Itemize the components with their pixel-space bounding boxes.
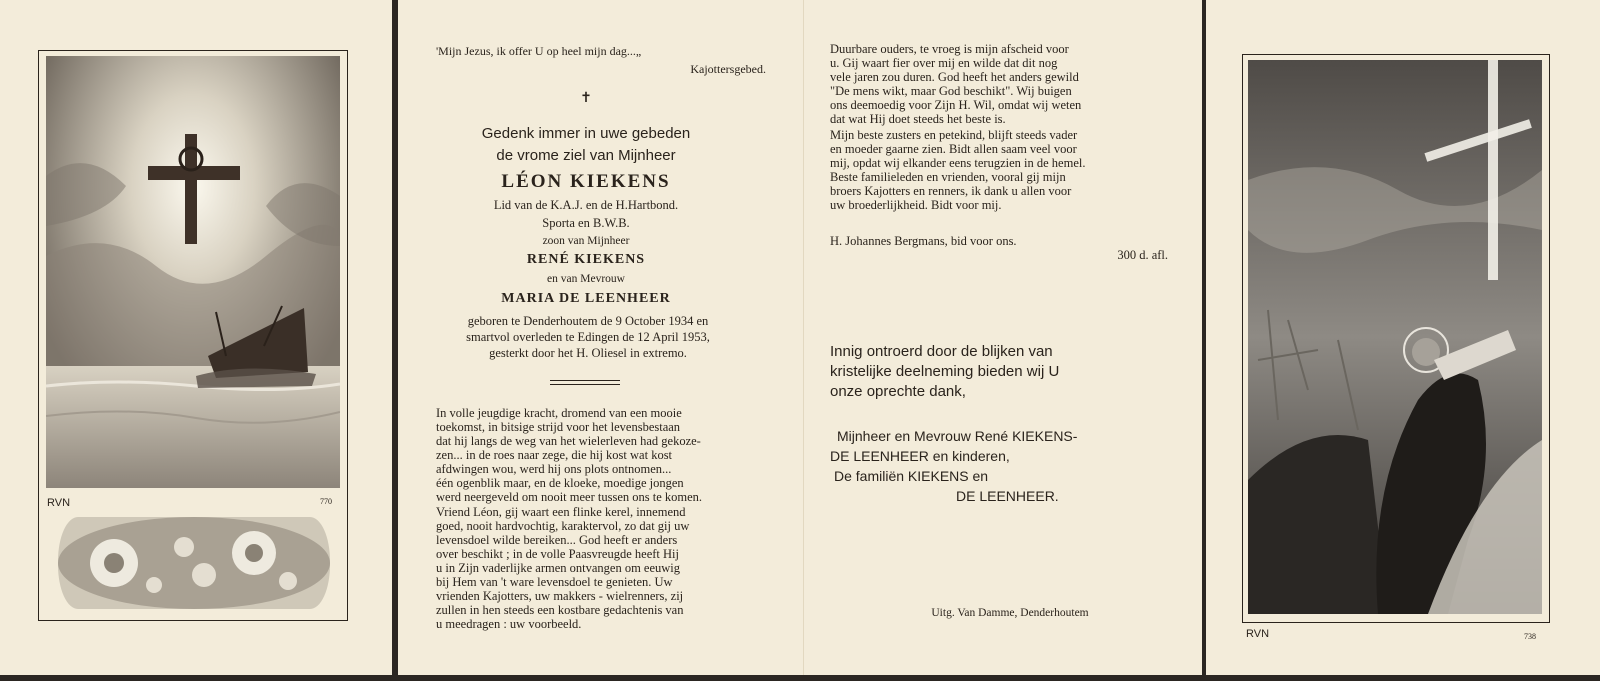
- left-card-number: 770: [320, 497, 332, 506]
- cross-over-sea-picture: [46, 56, 340, 488]
- birth-line-1: geboren te Denderhoutem de 9 October 1934 en: [467, 314, 709, 328]
- right-card-number: 738: [1524, 632, 1536, 641]
- right-artist-mark: RVN: [1246, 628, 1270, 640]
- prayer-source: Kajottersgebed.: [690, 62, 766, 76]
- flower-vignette: [58, 517, 330, 609]
- divider-bottom: [550, 384, 620, 385]
- son-of-line: zoon van Mijnheer: [542, 235, 630, 247]
- left-artist-mark: RVN: [47, 497, 71, 509]
- paragraph-family: Beste familieleden en vrienden, vooral gij mijn broers Kajotters en renners, ik dank u allen voor uw broederlijkheid. Bidt voor mij.: [830, 170, 1072, 212]
- father-name: RENÉ KIEKENS: [526, 252, 646, 267]
- publisher: Uitg. Van Damme, Denderhoutem: [931, 607, 1089, 619]
- obituary-text-right: [804, 0, 1202, 675]
- obituary-text-left: [398, 0, 804, 675]
- mother-name: MARIA DE LEENHEER: [501, 291, 671, 306]
- gethsemane-picture: [1248, 60, 1542, 614]
- membership-line-2: Sporta en B.W.B.: [542, 216, 630, 230]
- membership-line-1: Lid van de K.A.J. en de H.Hartbond.: [493, 198, 679, 212]
- thanks-message: Innig ontroerd door de blijken van kristelijke deelneming bieden wij U onze oprechte dank,: [830, 343, 1060, 400]
- prayer-line: 'Mijn Jezus, ik offer U op heel mijn dag...„: [436, 44, 642, 58]
- paragraph-friend: Vriend Léon, gij waart een flinke kerel, innemend goed, nooit hardvochtig, karaktervol, zo dat gij uw levensdoel wilde bereiken... God heeft er anders over beschikt ; in de volle Paasvreugde heeft Hij u in Zijn vaderlijke armen ontvangen om eeuwig bij Hem van 't ware levensdoel te genieten. Uw vrienden Kajotters, uw makkers - wielrenners, zij zullen in hen steeds een kostbare gedachtenis van u meedragen : uw voorbeeld.: [436, 505, 690, 631]
- left-holy-card: [0, 0, 392, 675]
- indulgence: 300 d. afl.: [1117, 248, 1168, 262]
- cross-symbol: ✝: [580, 91, 592, 106]
- intro-line-1: Gedenk immer in uwe gebeden: [481, 125, 691, 142]
- and-of-line: en van Mevrouw: [547, 273, 625, 285]
- birth-line-2: smartvol overleden te Edingen de 12 April 1953,: [466, 330, 710, 344]
- invocation: H. Johannes Bergmans, bid voor ons.: [830, 234, 1017, 248]
- birth-line-3: gesterkt door het H. Oliesel in extremo.: [489, 346, 687, 360]
- paragraph-parents: Duurbare ouders, te vroeg is mijn afscheid voor u. Gij waart fier over mij en wilde dat dit nog vele jaren zou duren. God heeft het anders gewild "De mens wikt, maar God beschikt". Wij buigen ons deemoedig voor Zijn H. Wil, omdat wij weten dat wat Hij doet steeds het beste is.: [830, 42, 1082, 126]
- divider-top: [550, 380, 620, 381]
- family-signatures: Mijnheer en Mevrouw René KIEKENS- DE LEENHEER en kinderen, De familiën KIEKENS en DE LEENHEER.: [830, 428, 1078, 504]
- deceased-name: LÉON KIEKENS: [501, 171, 671, 192]
- intro-line-2: de vrome ziel van Mijnheer: [496, 147, 676, 164]
- paragraph-youth: In volle jeugdige kracht, dromend van een mooie toekomst, in bitsige strijd voor het levensbestaan dat hij langs de weg van het wielerleven had gekoze- zen... in de roes naar zege, die hij kost wat kost afdwingen wou, werd hij ons plots ontnomen... één ogenblik maar, en de kloeke, moedige jongen werd neergeveld om nooit meer tussen ons te komen.: [436, 406, 703, 504]
- paragraph-sisters: Mijn beste zusters en petekind, blijft steeds vader en moeder gaarne zien. Bidt allen saam veel voor mij, opdat wij elkander eens terugzien in de hemel.: [830, 128, 1086, 170]
- right-holy-card: [1206, 0, 1600, 675]
